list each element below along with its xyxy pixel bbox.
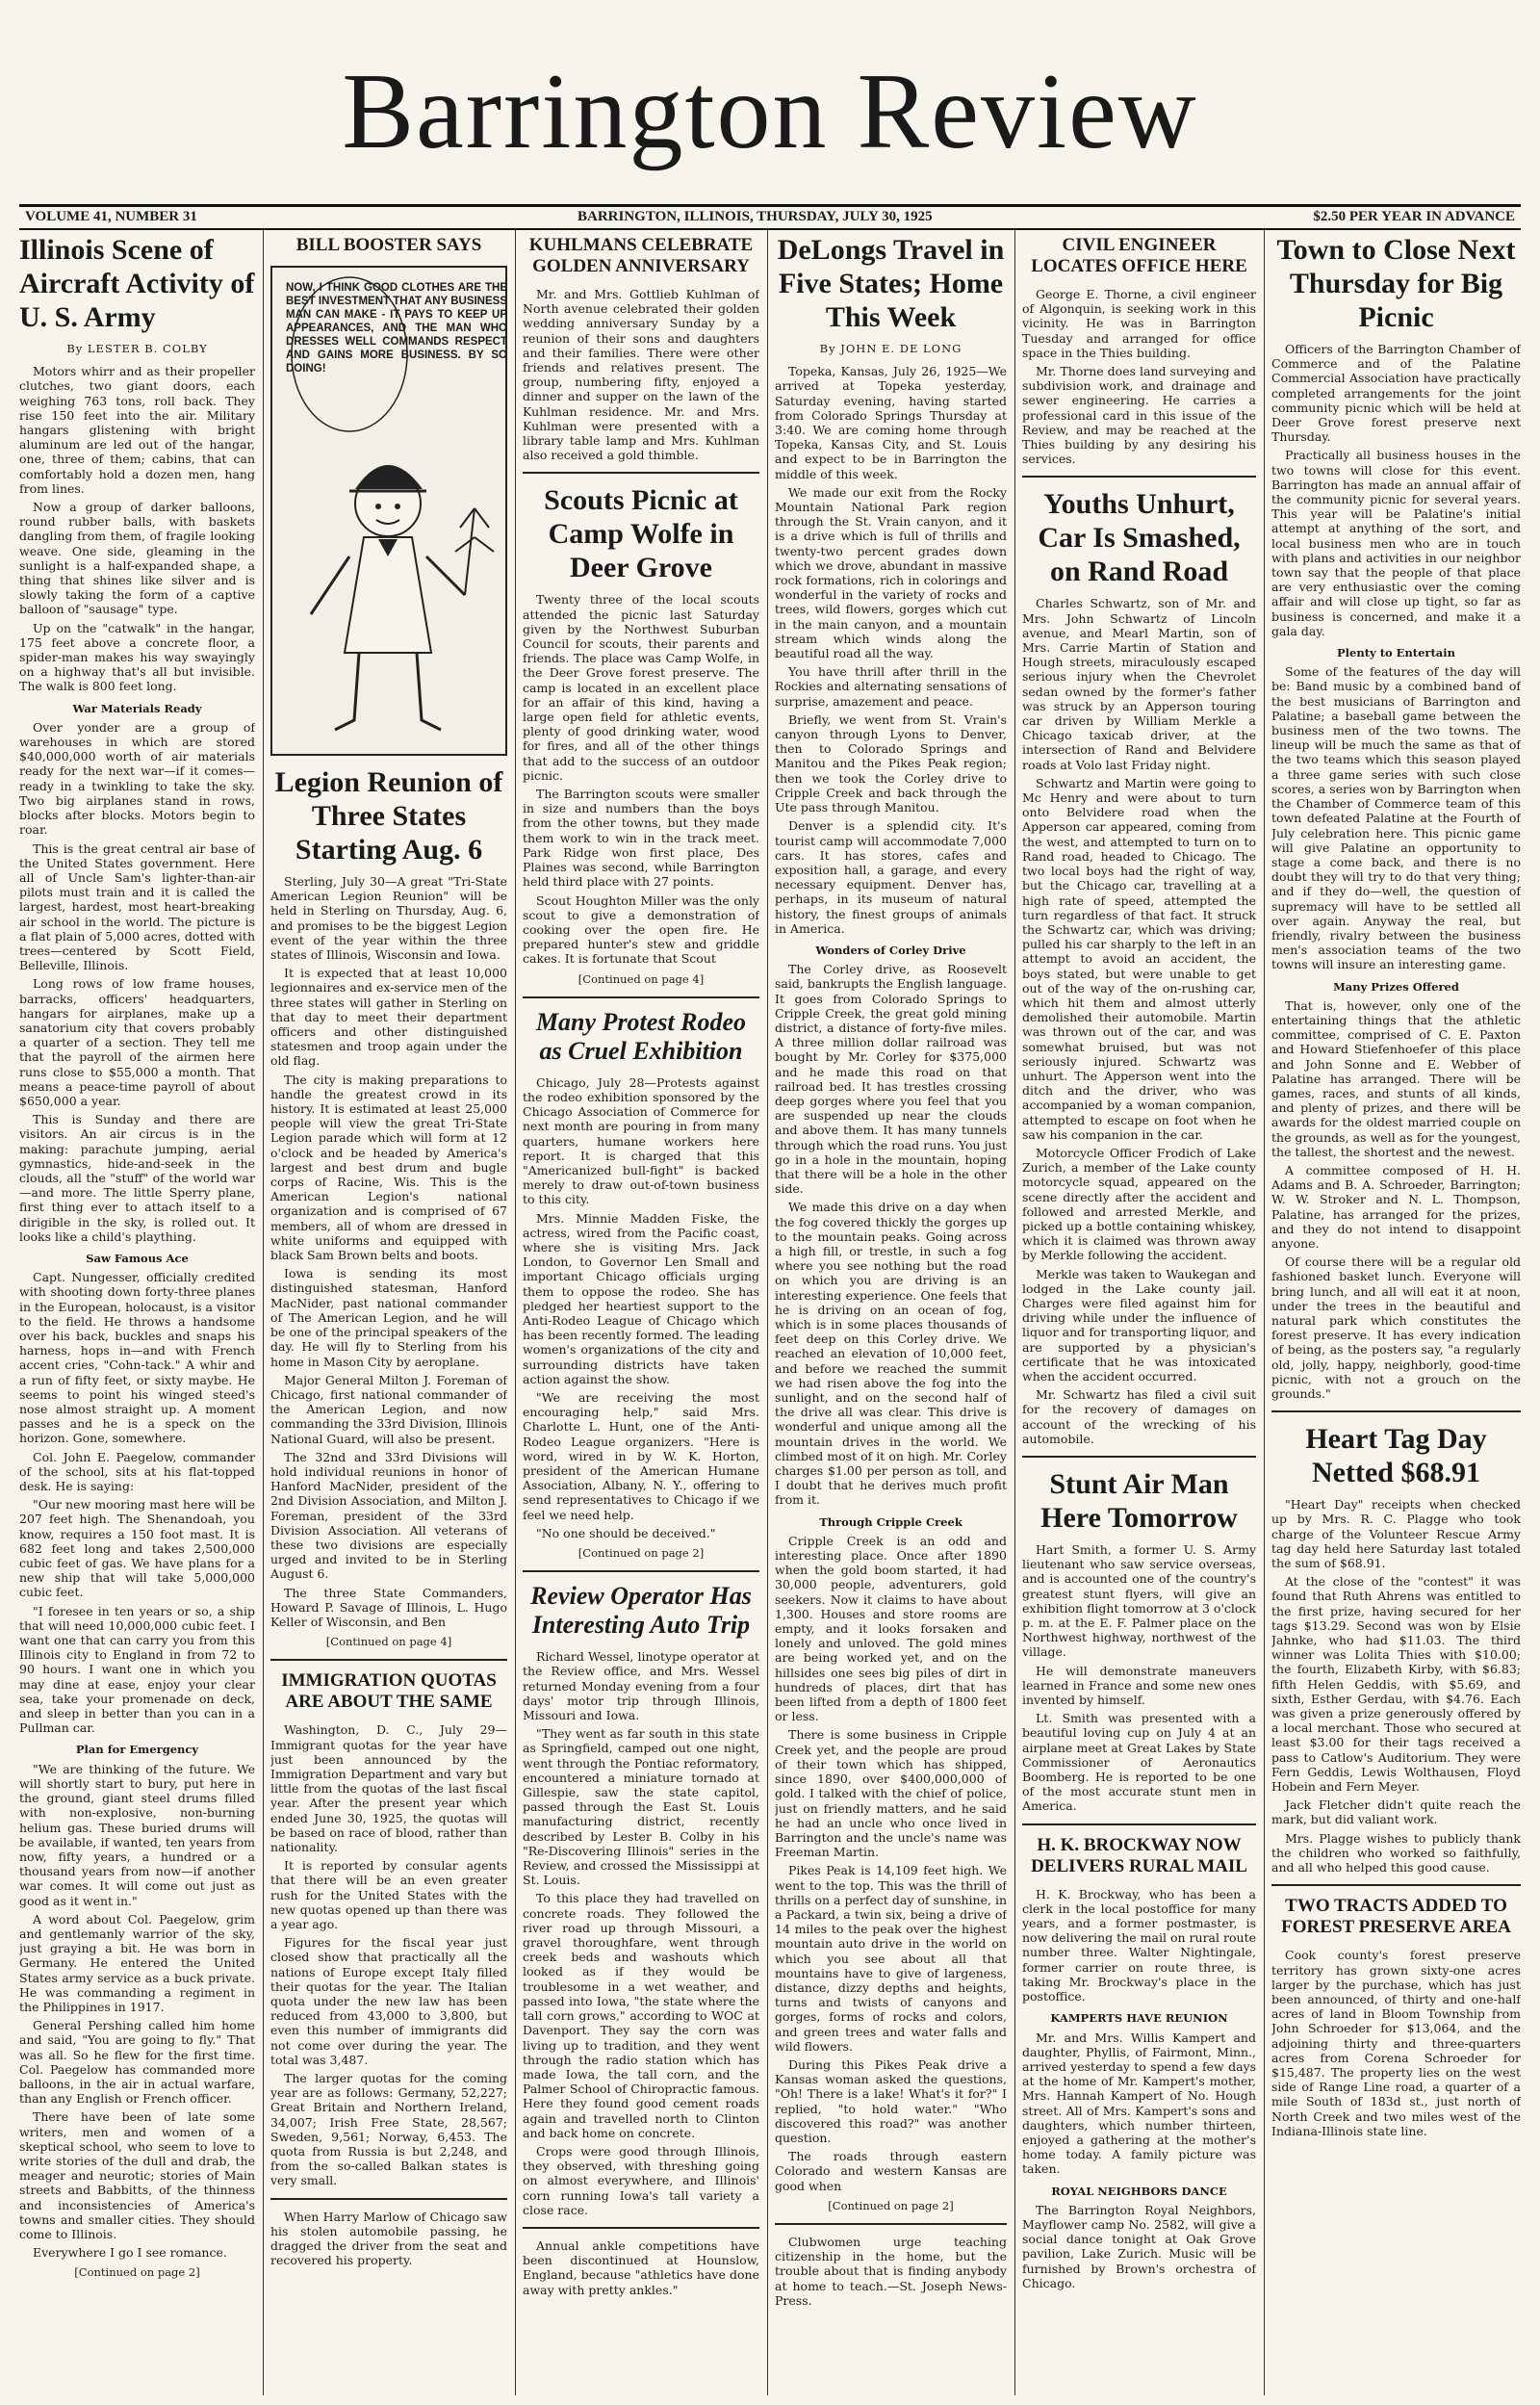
article-paragraph: Annual ankle competitions have been discontinued at Hounslow, England, because "athletics have done away with pretty ankles." bbox=[523, 2237, 759, 2297]
article-paragraph: Richard Wessel, linotype operator at the Review office, and Mrs. Wessel returned Monday evening from a four days' motor trip through Illinois, Missouri and Iowa. bbox=[523, 1649, 759, 1723]
article-paragraph: Scout Houghton Miller was the only scout to give a demonstration of cooking over the open fire. He prepared hunter's stew and griddle cakes. It is fortunate that Scout bbox=[523, 892, 759, 967]
column-rule bbox=[1014, 229, 1015, 2395]
divider bbox=[523, 2227, 759, 2229]
headline-immigration: IMMIGRATION QUOTAS ARE ABOUT THE SAME bbox=[281, 1670, 497, 1713]
continued-note: [Continued on page 4] bbox=[325, 1635, 452, 1649]
column-1 bbox=[19, 229, 255, 2395]
article-paragraph: Denver is a splendid city. It's tourist camp will accommodate 7,000 cars. It has stores, cafes and exposition hall, a garage, and every necessary equipment. Denver has, perhaps, in its museum of natural history, the finest groups of animals in America. bbox=[775, 818, 1007, 936]
headline-kamperts: KAMPERTS HAVE REUNION bbox=[1050, 2011, 1228, 2026]
article-paragraph: Crops were good through Illinois, they observed, with threshing going on almost everywhere, and Illinois' corn running Iowa's tall variety a close race. bbox=[523, 2143, 759, 2217]
article-paragraph: Mr. Thorne does land surveying and subdivision work, and drainage and sewer engineering. He carries a professional card in this issue of the Review, and may be reached at the Thies building by any desiring his services. bbox=[1022, 364, 1256, 467]
subhead: Plenty to Entertain bbox=[1337, 646, 1455, 660]
article-paragraph: "I foresee in ten years or so, a ship that will need 10,000,000 cubic feet. I want one that can carry you from this Illinois city to England in from 72 to 90 hours. I want one in which you may dine at ease, enjoy your clear sea, take your promenade on deck, and sleep in better than you can in a Pullman car. bbox=[19, 1603, 255, 1736]
article-paragraph: Clubwomen urge teaching citizenship in the home, but the trouble about that is finding anybody at home to teach.—St. Joseph News-Press. bbox=[775, 2234, 1007, 2308]
headline-delongs: DeLongs Travel in Five States; Home This Week bbox=[777, 234, 1005, 333]
article-paragraph: A word about Col. Paegelow, grim and gentlemanly warrior of the sky, just graying a bit. He was born in Germany. He entered the United States army service as a buck private. He was commanding a regiment in the Philippines in 1917. bbox=[19, 1911, 255, 2014]
byline: By LESTER B. COLBY bbox=[66, 342, 208, 355]
subscription-price: $2.50 PER YEAR IN ADVANCE bbox=[1313, 209, 1515, 224]
article-paragraph: Sterling, July 30—A great "Tri-State American Legion Reunion" will be held in Sterling on Thursday, Aug. 6, and promises to be the biggest Legion event of the year within the three states of Illinois, Wisconsin and Iowa. bbox=[270, 874, 507, 963]
headline-picnic: Town to Close Next Thursday for Big Picnic bbox=[1276, 234, 1516, 333]
article-paragraph: The Barrington scouts were smaller in size and numbers than the boys from the other towns, but they made them work to win in the track meet. Park Ridge won first place, Des Plaines was second, while Barrington held third place with 27 points. bbox=[523, 787, 759, 890]
headline-royal-neighbors: ROYAL NEIGHBORS DANCE bbox=[1051, 2184, 1227, 2198]
dateline-bar bbox=[19, 204, 1521, 230]
article-paragraph: Pikes Peak is 14,109 feet high. We went to the top. This was the thrill of thrills on a perfect day of sunshine, in a Packard, a twin six, being a drive of 14 miles to the peak over the highest mountain auto drive in the world on which you see about all that mountains have to give of largeness, distance, dizzy depths and heights, turns and twists of canyons and gorges, forms of rocks and colors, and green trees and water falls and wild flowers. bbox=[775, 1863, 1007, 2054]
column-5 bbox=[1022, 229, 1256, 2395]
article-paragraph: The roads through eastern Colorado and western Kansas are good when bbox=[775, 2149, 1007, 2193]
article-paragraph: Mr. and Mrs. Willis Kampert and daughter, Phyllis, of Fairmont, Minn., arrived yesterday to spend a few days at the home of Mr. Kampert's mother, Mrs. Hannah Kampert of No. Hough street. All of Mrs. Kampert's sons and daughters, which number thirteen, enjoyed a gathering at the mother's home today. A family picture was taken. bbox=[1022, 2030, 1256, 2177]
article-paragraph: Long rows of low frame houses, barracks, officers' headquarters, hangars for airplanes, make up a sanatorium city that covers probably a quarter of a section. They tell me that the payroll of the airmen here runs close to $55,000 a month. That means a peace-time payroll of about $650,000 a year. bbox=[19, 976, 255, 1108]
article-paragraph: Mr. and Mrs. Gottlieb Kuhlman of North avenue celebrated their golden wedding anniversary Sunday by a reunion of their sons and daughters and their families. There were other friends and relatives present. The group, numbering fifty, enjoyed a dinner and supper on the lawn of the Kuhlman residence. Mr. and Mrs. Kuhlman were presented with a library table lamp and Mrs. Kuhlman also received a gold thimble. bbox=[523, 287, 759, 463]
divider bbox=[523, 996, 759, 998]
article-paragraph: The city is making preparations to handle the greatest crowd in its history. It is estimated at least 25,000 people will view the great Tri-State Legion parade which will form at 12 o'clock and be headed by America's largest and best drum and bugle corps of Racine, Wis. This is the American Legion's national organization and is comprised of 67 members, all of whom are dressed in white uniforms and equipped with black Sam Brown belts and boots. bbox=[270, 1072, 507, 1263]
article-paragraph: Mr. Schwartz has filed a civil suit for the recovery of damages on account of the wrecking of his automobile. bbox=[1022, 1387, 1256, 1446]
article-paragraph: H. K. Brockway, who has been a clerk in the local postoffice for many years, and a former postmaster, is now delivering the mail on rural route number three. Walter Nightingale, former carrier on route three, is taking Mr. Brockway's place in the postoffice. bbox=[1022, 1886, 1256, 2004]
article-paragraph: The 32nd and 33rd Divisions will hold individual reunions in honor of Hanford MacNider, president of the 2nd Division Association, and Milton J. Foreman, president of the 33rd Division Association. All veterans of these two divisions are especially urged and invited to be in Sterling August 6. bbox=[270, 1449, 507, 1582]
article-paragraph: "We are receiving the most encouraging help," said Mrs. Charlotte L. Hunt, one of the Anti-Rodeo League organizers. "Here is word, wired in by W. K. Horton, president of the American Humane Association, Albany, N. Y., offering to send representatives to Chicago if we feel we need help. bbox=[523, 1389, 759, 1522]
article-paragraph: Cripple Creek is an odd and interesting place. Once after 1890 when the gold boom started, it had 30,000 people, adventurers, gold seekers. Now it claims to have about 1,300. Houses and store rooms are empty, and it looks forsaken and lonely and unloved. The gold mines are being worked yet, and on the hillsides one sees big piles of dirt in hundreds of places, dirt that has been lifted from a depth of 1800 feet or less. bbox=[775, 1533, 1007, 1724]
headline-forest-preserve: TWO TRACTS ADDED TO FOREST PRESERVE AREA bbox=[1281, 1896, 1511, 1938]
article-paragraph: "We are thinking of the future. We will shortly start to bury, put here in the ground, giant steel drums filled with non-explosive, non-burning helium gas. These buried drums will be available, if wanted, ten years from now, fifty years, a hundred or a thousand years from now—if another war comes. It will come out just as good as it went in." bbox=[19, 1761, 255, 1908]
article-paragraph: It is reported by consular agents that there will be an even greater rush for the United States with the new quotas opened up than there was a year ago. bbox=[270, 1858, 507, 1931]
divider bbox=[523, 472, 759, 474]
divider bbox=[1022, 1823, 1256, 1825]
headline-stunt: Stunt Air Man Here Tomorrow bbox=[1040, 1468, 1238, 1535]
article-paragraph: Merkle was taken to Waukegan and lodged in the Lake county jail. Charges were filed against him for driving while under the influence of liquor and for transporting liquor, and are supported by a physician's certificate that he was intoxicated when the accident occurred. bbox=[1022, 1266, 1256, 1384]
article-paragraph: "Our new mooring mast here will be 207 feet high. The Shenandoah, you know, requires a 150 foot mast. It is 682 feet long and takes 2,500,000 cubic feet of gas. We have plans for a new ship that will take 5,000,000 cubic feet. bbox=[19, 1497, 255, 1600]
continued-note: [Continued on page 2] bbox=[828, 2198, 954, 2212]
article-paragraph: Officers of the Barrington Chamber of Commerce and of the Palatine Commercial Association have practically completed arrangements for the joint community picnic which will be held at Deer Grove forest preserve next Thursday. bbox=[1271, 342, 1521, 445]
article-paragraph: Washington, D. C., July 29—Immigrant quotas for the year have just been announced by the Immigration Department and vary but little from the quotas of the last fiscal year. After the present year which ended June 30, 1925, the quotas will be based on race of blood, rather than nationality. bbox=[270, 1722, 507, 1854]
article-paragraph: We made our exit from the Rocky Mountain National Park region through the St. Vrain canyon, and it is a drive which is full of thrills and twenty-two percent grades down which we drove, abundant in massive rock formations, rich in colorings and wonderful in the variety of rocks and trees, wild flowers, gorges which cut in the main canyon, and a mountain stream which winds along the beautiful road all the way. bbox=[775, 484, 1007, 661]
bill-booster-cartoon bbox=[270, 266, 507, 756]
divider bbox=[1271, 1884, 1521, 1886]
subhead: Saw Famous Ace bbox=[86, 1251, 189, 1265]
article-paragraph: To this place they had travelled on concrete roads. They followed the river road up through Missouri, a gravel thoroughfare, went through creek beds and washouts which looked as if they would be troublesome in a wet weather, and passed into Iowa, "the state where the tall corn grows," according to WOC at Davenport. They say the corn was living up to tradition, and they went through the radio station which has made Iowa, the tall corn, and the Palmer School of Chiropractic famous. Here they found good cement roads again and travelled north to Clinton and back home on concrete. bbox=[523, 1891, 759, 2140]
divider bbox=[270, 2198, 507, 2200]
column-rule bbox=[1264, 229, 1265, 2395]
article-paragraph: Over yonder are a group of warehouses in which are stored $40,000,000 worth of air materials ready for the next war—if it comes—ready in a twinkling to take the sky. Two big airplanes stand in rows, blocks after blocks. Motors begin to roar. bbox=[19, 719, 255, 838]
article-paragraph: George E. Thorne, a civil engineer of Algonquin, is seeking work in this vicinity. He was in Barrington Tuesday and arranged for office space in the Thies building. bbox=[1022, 287, 1256, 360]
article-paragraph: The larger quotas for the coming year are as follows: Germany, 52,227; Great Britain and Northern Ireland, 34,007; Irish Free State, 28,567; Sweden, 9,561; Norway, 6,453. The quota from Russia is but 2,248, and from the so-called Balkan states is very small. bbox=[270, 2071, 507, 2188]
masthead-title: Barrington Review bbox=[342, 52, 1198, 171]
article-paragraph: At the close of the "contest" it was found that Ruth Ahrens was entitled to the first prize, having secured for her tags $13.29. Second was won by Elsie Jahnke, who had $11.03. The third winner was Lolita Thies with $10.00; the fourth, Elizabeth Kirby, with $6.83; fifth Helen Geddis, with $5.69, and sixth, Esther Gerdau, with $4.76. Each was given a prize generously offered by a local merchant. Those who secured at least $3.00 for their tags received a pass to Catlow's Auditorium. They were Fern Geddis, Lewis Wolthausen, Floyd Hobein and Fern Meyer. bbox=[1271, 1574, 1521, 1795]
article-paragraph: Capt. Nungesser, officially credited with shooting down forty-three planes in the European, holocaust, is a visitor to the field. He throws a handsome over his back, buckles and snaps his harness, hops in—and with French accent cries, "Cohn-tack." A whir and a run of fifty feet, or sixty maybe. He seems to point his winged steed's nose almost straight up. A moment passes and he is a speck on the horizon. Gone, somewhere. bbox=[19, 1270, 255, 1446]
article-paragraph: Briefly, we went from St. Vrain's canyon through Lyons to Denver, then to Colorado Springs and Manitou and the Pikes Peak region; then we took the Corley drive to Cripple Creek and back through the Ute pass through Manitou. bbox=[775, 711, 1007, 815]
article-paragraph: "They went as far south in this state as Springfield, camped out one night, went through the Pontiac reformatory, encountered a miniature tornado at Gillespie, saw the state capitol, passed through the East St. Louis manufacturing district, recently described by Lester B. Colby in his "Re-Discovering Illinois" series in the Review, and crossed the Mississippi at St. Louis. bbox=[523, 1726, 759, 1888]
article-paragraph: Up on the "catwalk" in the hangar, 175 feet above a concrete floor, a spider-man makes his way swayingly on a highway that's all but invisible. The walk is 800 feet long. bbox=[19, 620, 255, 694]
article-paragraph: Twenty three of the local scouts attended the picnic last Saturday given by the Northwest Suburban Council for scouts, their parents and friends. The place was Camp Wolfe, in the Deer Grove forest preserve. The camp is located in an excellent place for an affair of this kind, having a large open field for athletic events, plenty of good drinking water, wood for fires, and all of the other things that add to the success of an outdoor picnic. bbox=[523, 592, 759, 783]
article-paragraph: That is, however, only one of the entertaining things that the athletic committee, comprised of C. E. Paxton and Howard Stiefenhoefer of this place and John Sonne and E. Webber of Palatine has arranged. There will be games, races, and stunts of all kinds, and plenty of prizes, and there will be awards for the oldest married couple on the grounds, as well as for the youngest, the tallest, the shortest and the newest. bbox=[1271, 997, 1521, 1159]
headline-youths: Youths Unhurt, Car Is Smashed, on Rand Road bbox=[1038, 488, 1241, 588]
article-paragraph: "No one should be deceived." bbox=[536, 1525, 716, 1540]
article-paragraph: Topeka, Kansas, July 26, 1925—We arrived at Topeka yesterday, Saturday evening, having started from Colorado Springs Thursday at 3:40. We are coming home through Topeka, Kansas City, and St. Louis and expect to be in Barrington the middle of this week. bbox=[775, 364, 1007, 481]
divider bbox=[523, 1570, 759, 1572]
article-paragraph: This is the great central air base of the United States government. Here all of Uncle Sam's lighter-than-air pilots must train and it is called the largest, hardest, most heart-breaking air school in the world. The picture is a flat plain of 5,000 acres, dotted with trees—centered by Scott Field, Belleville, Illinois. bbox=[19, 840, 255, 973]
article-paragraph: Everywhere I go I see romance. bbox=[33, 2245, 227, 2261]
subhead: Many Prizes Offered bbox=[1333, 979, 1459, 994]
article-paragraph: There is some business in Cripple Creek yet, and the people are proud of their town which has shipped, since 1890, over $400,000,000 of gold. I talked with the chief of police, just on friendly matters, and he said he had an uncle who once lived in Barrington and the uncle's name was Freeman Martin. bbox=[775, 1727, 1007, 1860]
headline-brockway: H. K. BROCKWAY NOW DELIVERS RURAL MAIL bbox=[1031, 1834, 1247, 1876]
divider bbox=[1022, 1456, 1256, 1458]
article-paragraph: The three State Commanders, Howard P. Savage of Illinois, L. Hugo Keller of Wisconsin, and Ben bbox=[270, 1585, 507, 1629]
article-paragraph: The Corley drive, as Roosevelt said, bankrupts the English language. It goes from Colorado Springs to Cripple Creek, the great gold mining district, a distance of forty-five miles. A three million dollar railroad was bought by Mr. Corley for $375,000 and he made this road on that railroad bed. It has trestles crossing deep gorges where you feel that you are suspended up near the clouds and above them. It has many tunnels through which the road runs. You just go in a hole in the mountain, hoping that there will be a hole in the other side. bbox=[775, 962, 1007, 1197]
subhead: Through Cripple Creek bbox=[819, 1514, 962, 1529]
headline-heart-tag: Heart Tag Day Netted $68.91 bbox=[1305, 1423, 1487, 1489]
article-paragraph: Some of the features of the day will be: Band music by a combined band of the best musicians of Barrington and Palatine; a baseball game between the business men of the two towns. The lineup will be much the same as that of the two teams which this season played a three game series with such close scores, a series won by Barrington when the Chamber of Commerce team of this town defeated Palatine at the Fourth of July celebration here. This picnic game will give Palatine an opportunity to stage a come back, and there is no doubt they will try to do that very thing; and if they do—well, the question of supremacy will have to be settled all over again. Anyway the real, but friendly, rivalry between the business men's association teams of the two towns will insure an interesting game. bbox=[1271, 664, 1521, 972]
column-rule bbox=[263, 229, 264, 2395]
article-paragraph: A committee composed of H. H. Adams and B. A. Schroeder, Barrington; W. W. Stroker and N. L. Thompson, Palatine, has arranged for the prizes, and they do not intend to disappoint anyone. bbox=[1271, 1162, 1521, 1251]
place-date: BARRINGTON, ILLINOIS, THURSDAY, JULY 30, 1925 bbox=[578, 209, 933, 224]
cartoon-speech-bubble: NOW, I THINK GOOD CLOTHES ARE THE BEST INVESTMENT THAT ANY BUSINESS MAN CAN MAKE - IT PAYS TO KEEP UP APPEARANCES, AND THE MAN WHO DRESSES WELL COMMANDS RESPECT AND GAINS MORE BUSINESS. BY SO DOING! bbox=[286, 282, 507, 375]
subhead: Wonders of Corley Drive bbox=[815, 943, 966, 957]
article-paragraph: Figures for the fiscal year just closed show that practically all the nations of Europe except Italy filled their quotas for the year. The Italian quota under the new law has been reduced from 43,000 to 3,800, but even this number of immigrants did not come over during the year. The total was 3,487. bbox=[270, 1935, 507, 2067]
headline-legion: Legion Reunion of Three States Starting Aug. 6 bbox=[274, 766, 503, 866]
article-paragraph: The Barrington Royal Neighbors, Mayflower camp No. 2582, will give a social dance tonight at Oak Grove pavilion, Lake Zurich. Music will be furnished by Brown's orchestra of Chicago. bbox=[1022, 2202, 1256, 2290]
volume-number: VOLUME 41, NUMBER 31 bbox=[25, 209, 197, 224]
article-paragraph: Motors whirr and as their propeller clutches, two giant doors, each weighing 763 tons, roll back. They rise 150 feet into the air. Military hangars glistening with bright aluminum are led out of the hangar, one, three of them; cabins, that can comfortably hold a dozen men, hang from lines. bbox=[19, 364, 255, 496]
divider bbox=[270, 1659, 507, 1661]
article-paragraph: Now a group of darker balloons, round rubber balls, with baskets dangling from them, of fragile looking weave. One side, gleaming in the sunlight is a half-expanded shape, a thing that shines like silver and is slowly taking the form of a captive balloon of "sausage" type. bbox=[19, 500, 255, 617]
article-paragraph: During this Pikes Peak drive a Kansas woman asked the questions, "Oh! There is a lake! What's it for?" I replied, "to hold water." "Who discovered this road?" was another question. bbox=[775, 2056, 1007, 2145]
column-rule bbox=[515, 229, 516, 2395]
byline: By JOHN E. DE LONG bbox=[819, 342, 962, 355]
article-paragraph: He will demonstrate maneuvers learned in France and some new ones invented by himself. bbox=[1022, 1663, 1256, 1708]
column-3 bbox=[523, 229, 759, 2395]
headline-scouts: Scouts Picnic at Camp Wolfe in Deer Grove bbox=[544, 484, 738, 584]
article-paragraph: Mrs. Plagge wishes to publicly thank the children who worked so faithfully, and all who helped this good cause. bbox=[1271, 1830, 1521, 1875]
headline-auto-trip: Review Operator Has Interesting Auto Trip bbox=[530, 1582, 752, 1640]
continued-note: [Continued on page 4] bbox=[578, 971, 705, 986]
divider bbox=[775, 2223, 1007, 2225]
article-paragraph: Cook county's forest preserve territory has grown sixty-one acres larger by the purchase, which has just been announced, of thirty and one-half acres of land in Bloom Township from John Schroeder for $13,064, and the adjoining thirty and three-quarters acres from Corena Schroeder for $15,487. The property lies on the west side of Range Line road, a quarter of a mile South of 183d st., just north of North Creek and two miles west of the Indiana-Illinois state line. bbox=[1271, 1948, 1521, 2138]
column-rule bbox=[767, 229, 768, 2395]
article-paragraph: It is expected that at least 10,000 legionnaires and ex-service men of the three states will gather in Sterling on that day to meet their department officers and other distinguished statesmen and troop again under the old flag. bbox=[270, 966, 507, 1069]
divider bbox=[1022, 476, 1256, 478]
article-paragraph: Of course there will be a regular old fashioned basket lunch. Everyone will bring lunch, and all will eat it at noon, under the trees in the beautiful and natural park which constitutes the forest preserve. It has every indication of being, as the posters say, "a regularly old, jolly, happy, neighborly, good-time picnic, with not a grouch on the grounds." bbox=[1271, 1254, 1521, 1402]
continued-note: [Continued on page 2] bbox=[578, 1546, 705, 1561]
article-paragraph: We made this drive on a day when the fog covered thickly the gorges up to the mountain peaks. Going across a high fill, or trestle, in such a fog where you see nothing but the road on which you are driving is an interesting experience. One feels that he is driving on an ocean of fog, which is in some places thousands of feet deep on this Corley drive. We reached an elevation of 10,000 feet, and before we reached the summit we had risen above the fog into the sunlight, and on the second half of the drive all was clear. This drive is wonderful and unique among all the mountain drives in the world. We climbed most of it on high. Mr. Corley charges $1.00 per person as toll, and I doubt that he derives much profit from it. bbox=[775, 1200, 1007, 1508]
article-paragraph: Mrs. Minnie Madden Fiske, the actress, wired from the Pacific coast, where she is visiting Mrs. Jack London, to Governor Len Small and important Chicago officials urging them to oppose the rodeo. She has pledged her heartiest support to the Anti-Rodeo League of Chicago which has been recently formed. The leading women's organizations of the city and surrounding districts have taken action against the show. bbox=[523, 1210, 759, 1386]
column-6 bbox=[1271, 229, 1521, 2395]
cartoon-title: BILL BOOSTER SAYS bbox=[295, 235, 482, 255]
subhead: War Materials Ready bbox=[72, 701, 202, 715]
article-paragraph: Jack Fletcher didn't quite reach the mark, but did valiant work. bbox=[1271, 1797, 1521, 1827]
article-paragraph: Lt. Smith was presented with a beautiful loving cup on July 4 at an airplane meet at Great Lakes by State Commissioner of Aeronautics Boomberg. He is reported to be one of the most accurate stunt men in America. bbox=[1022, 1711, 1256, 1814]
article-paragraph: Motorcycle Officer Frodich of Lake Zurich, a member of the Lake county motorcycle squad, appeared on the scene directly after the accident and followed and arrested Merkle, and picked up a bottle containing whiskey, which it is claimed was thrown away by Merkle following the accident. bbox=[1022, 1145, 1256, 1263]
article-paragraph: Charles Schwartz, son of Mr. and Mrs. John Schwartz of Lincoln avenue, and Mearl Martin, son of Mrs. Carrie Martin of Station and Hough streets, miraculously escaped serious injury when the Chevrolet sedan owned by the former's father was struck by an Apperson touring car driven by William Merkle a Chicago taxicab driver, at the intersection of Rand and Belvidere roads at Volo last Friday night. bbox=[1022, 596, 1256, 772]
column-4 bbox=[775, 229, 1007, 2395]
headline-engineer: CIVIL ENGINEER LOCATES OFFICE HERE bbox=[1031, 235, 1247, 276]
subhead: Plan for Emergency bbox=[75, 1743, 199, 1757]
headline-rodeo: Many Protest Rodeo as Cruel Exhibition bbox=[535, 1007, 747, 1065]
article-paragraph: Major General Milton J. Foreman of Chicago, first national commander of the American Legion, and now commanding the 33rd Division, Illinois National Guard, will also be present. bbox=[270, 1372, 507, 1446]
article-paragraph: Iowa is sending its most distinguished statesman, Hanford MacNider, past national commander of The American Legion, and he will be one of the principal speakers of the day. He will fly to Sterling from his home in Mason City by aeroplane. bbox=[270, 1266, 507, 1369]
article-paragraph: Hart Smith, a former U. S. Army lieutenant who saw service overseas, and is accounted one of the country's greatest stunt flyers, will give an exhibition flight tomorrow at 3 o'clock p. m. at the E. F. Palmer place on the Northwest highway, northwest of the village. bbox=[1022, 1542, 1256, 1660]
article-paragraph: General Pershing called him home and said, "You are going to fly." That was all. So he flew for the first time. Col. Paegelow has commanded more balloons, in the air in actual warfare, than any English or French officer. bbox=[19, 2018, 255, 2107]
divider bbox=[1271, 1410, 1521, 1412]
continued-note: [Continued on page 2] bbox=[74, 2265, 200, 2280]
column-2 bbox=[270, 229, 507, 2395]
article-paragraph: "Heart Day" receipts when checked up by Mrs. R. C. Plagge who took charge of the Volunteer Rescue Army tag day held here Saturday last totaled the sum of $68.91. bbox=[1271, 1497, 1521, 1571]
cartoon-figure-icon bbox=[272, 268, 505, 754]
article-paragraph: You have thrill after thrill in the Rockies and alternating sensations of surprise, amazement and peace. bbox=[775, 664, 1007, 709]
article-paragraph: There have been of late some writers, men and women of a skeptical school, who seem to love to write stories of the dull and drab, the meager and neurotic; stories of Main streets and Babbitts, of the thinness and inconsistencies of America's towns and smaller cities. They should come to Illinois. bbox=[19, 2109, 255, 2241]
article-paragraph: When Harry Marlow of Chicago saw his stolen automobile passing, he dragged the driver from the seat and recovered his property. bbox=[270, 2209, 507, 2268]
headline-aircraft: Illinois Scene of Aircraft Activity of U. S. Army bbox=[19, 234, 255, 333]
article-paragraph: Col. John E. Paegelow, commander of the school, sits at his flat-topped desk. He is saying: bbox=[19, 1449, 255, 1494]
article-paragraph: Chicago, July 28—Protests against the rodeo exhibition sponsored by the Chicago Association of Commerce for next month are pouring in from many quarters, humane workers here report. It is charged that this "Americanized bull-fight" is backed merely to draw out-of-town business to this city. bbox=[523, 1074, 759, 1207]
headline-kuhlmans: KUHLMANS CELEBRATE GOLDEN ANNIVERSARY bbox=[528, 235, 754, 276]
article-paragraph: Schwartz and Martin were going to Mc Henry and were about to turn onto Belvidere road when the Apperson car appeared, coming from the west, and attempted to turn on to Rand road, headed to Chicago. The two local boys had the right of way, but the Chicago car, travelling at a high rate of speed, attempted the turn regardless of that fact. It struck the Schwartz car, which was driving; pulled his car sharply to the left in an attempt to avoid an accident, the boys stated, but were unable to get out of the way of the on-rushing car, which hit them and almost utterly demolished their automobile. Martin was thrown out of the car, and was somewhat bruised, but was not seriously injured. Schwartz was unhurt. The Apperson went into the ditch and the driver, who was accompanied by a woman companion, attempted to escape on foot when he saw his companion in the car. bbox=[1022, 775, 1256, 1142]
article-paragraph: This is Sunday and there are visitors. An air circus is in the making: parachute jumping, aerial gymnastics, hide-and-seek in the clouds, all the "stuff" of the world war—and more. The little Sperry plane, first thing ever to attach itself to a dirigible in the sky, is rolled out. It looks like a child's plaything. bbox=[19, 1112, 255, 1244]
article-paragraph: Practically all business houses in the two towns will close for this event. Barrington has made an annual affair of the community picnic for several years. This year will be Palatine's initial attempt at anything of the sort, and local business men who are in touch with plans and activities in our neighbor town say that the people of that place are very enthusiastic over the coming affair and will close up tight, so far as business is concerned, and make it a gala day. bbox=[1271, 448, 1521, 638]
